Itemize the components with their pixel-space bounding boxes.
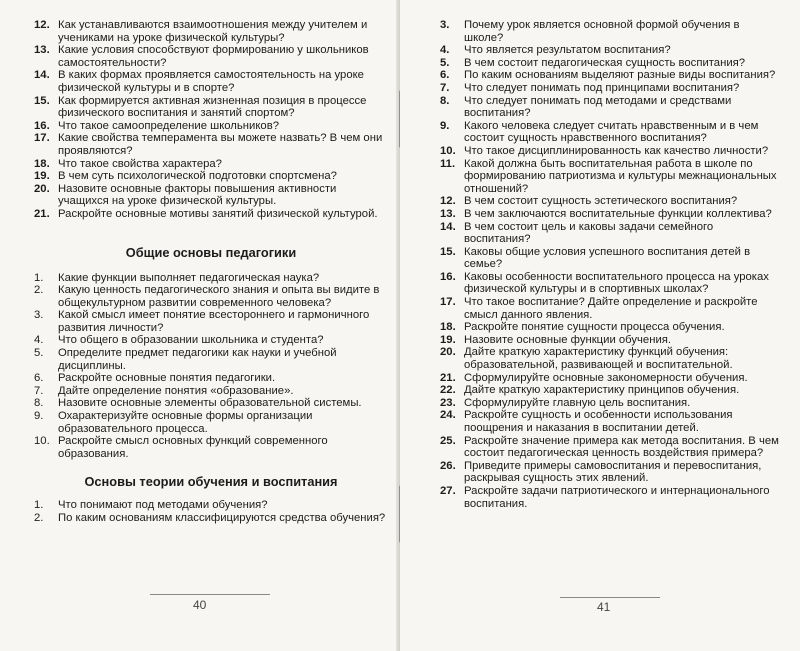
general-pedagogy-question-list xyxy=(34,272,388,461)
question-text: Приведите примеры самовоспитания и перевоспитания, раскрывая сущность этих явлений. xyxy=(464,459,762,485)
question-text: Почему урок является основной формой обучения в школе? xyxy=(464,19,740,44)
question-number: 17. xyxy=(440,296,456,309)
question-item xyxy=(440,120,780,145)
question-item xyxy=(34,170,388,183)
question-text: Что общего в образовании школьника и студента? xyxy=(58,334,324,347)
question-text: Дайте краткую характеристику функций обучения: образовательной, развивающей и воспитательной. xyxy=(464,346,733,372)
question-text: По каким основаниям выделяют разные виды воспитания? xyxy=(464,69,776,82)
question-item xyxy=(440,321,780,334)
question-number: 23. xyxy=(440,396,456,409)
question-item xyxy=(34,69,388,94)
question-text: Раскройте задачи патриотического и интернационального воспитания. xyxy=(464,484,770,510)
question-item xyxy=(440,384,780,397)
question-item xyxy=(440,397,780,410)
question-item xyxy=(440,158,780,196)
question-number: 1. xyxy=(34,271,44,284)
question-number: 20. xyxy=(440,346,456,359)
question-text: Что такое свойства характера? xyxy=(58,157,222,170)
question-number: 21. xyxy=(34,207,50,220)
page-number-rule xyxy=(150,594,270,595)
question-text: Каковы особенности воспитательного процесса на уроках физической культуры и в спортивных школах? xyxy=(464,270,769,296)
question-item xyxy=(34,372,388,385)
question-item xyxy=(34,19,388,44)
question-item xyxy=(34,44,388,69)
right-page xyxy=(400,0,800,651)
question-item xyxy=(34,334,388,347)
question-number: 16. xyxy=(34,119,50,132)
question-item xyxy=(440,145,780,158)
question-text: Что такое дисциплинированность как качество личности? xyxy=(464,144,769,157)
question-item xyxy=(440,221,780,246)
question-text: Раскройте сущность и особенности использования поощрения и наказания в воспитании детей. xyxy=(464,409,733,434)
question-number: 10. xyxy=(440,144,456,157)
question-text: В чем состоит педагогическая сущность воспитания? xyxy=(464,56,746,69)
question-item xyxy=(440,372,780,385)
question-number: 13. xyxy=(440,207,456,220)
question-number: 19. xyxy=(440,333,456,346)
section-heading-theory-of-teaching: Основы теории обучения и воспитания xyxy=(84,474,338,490)
question-text: В чем состоит цель и каковы задачи семейного воспитания? xyxy=(464,220,714,246)
question-number: 5. xyxy=(34,347,44,360)
question-number: 3. xyxy=(34,309,44,322)
question-text: Дайте краткую характеристику принципов обучения. xyxy=(464,384,740,397)
question-text: В чем заключаются воспитательные функции коллектива? xyxy=(464,207,772,220)
question-item xyxy=(34,95,388,120)
question-number: 7. xyxy=(34,384,44,397)
question-text: Определите предмет педагогики как науки и учебной дисциплины. xyxy=(58,347,337,372)
question-number: 4. xyxy=(440,44,450,57)
question-text: Какие функции выполняет педагогическая наука? xyxy=(58,271,320,284)
question-number: 26. xyxy=(440,459,456,472)
question-item xyxy=(440,334,780,347)
question-item xyxy=(34,512,388,525)
question-item xyxy=(34,272,388,285)
question-text: Раскройте понятие сущности процесса обучения. xyxy=(464,321,725,334)
question-text: В чем состоит сущность эстетического воспитания? xyxy=(464,195,738,208)
question-number: 4. xyxy=(34,334,44,347)
question-text: Как устанавливаются взаимоотношения между учителем и учениками на уроке физической культуры? xyxy=(58,19,368,44)
question-item xyxy=(440,409,780,434)
question-item xyxy=(34,499,388,512)
question-number: 17. xyxy=(34,132,50,145)
question-item xyxy=(440,82,780,95)
question-number: 3. xyxy=(440,19,450,31)
question-number: 18. xyxy=(440,321,456,334)
question-text: Что понимают под методами обучения? xyxy=(58,499,268,512)
question-number: 25. xyxy=(440,434,456,447)
question-item xyxy=(440,44,780,57)
right-question-list xyxy=(440,19,780,510)
question-text: Какие свойства темперамента вы можете назвать? В чем они проявляются? xyxy=(58,132,383,157)
question-number: 2. xyxy=(34,284,44,297)
question-number: 8. xyxy=(34,397,44,410)
question-number: 12. xyxy=(34,19,50,31)
question-text: Какой смысл имеет понятие всестороннего и гармоничного развития личности? xyxy=(58,309,370,334)
question-item xyxy=(34,120,388,133)
question-number: 14. xyxy=(34,69,50,82)
theory-of-teaching-question-list xyxy=(34,499,388,524)
question-text: В каких формах проявляется самостоятельность на уроке физической культуры и в спорте? xyxy=(58,69,364,94)
question-item xyxy=(440,208,780,221)
question-number: 12. xyxy=(440,195,456,208)
question-item xyxy=(34,397,388,410)
question-text: Что такое самоопределение школьников? xyxy=(58,119,279,132)
question-text: Раскройте основные мотивы занятий физической культурой. xyxy=(58,207,378,220)
question-number: 6. xyxy=(440,69,450,82)
question-item xyxy=(34,309,388,334)
question-text: Какого человека следует считать нравственным и в чем состоит сущность нравственного воспитания? xyxy=(464,119,759,145)
question-number: 6. xyxy=(34,372,44,385)
question-number: 16. xyxy=(440,270,456,283)
question-number: 15. xyxy=(440,245,456,258)
question-text: Сформулируйте главную цель воспитания. xyxy=(464,396,691,409)
question-text: По каким основаниям классифицируются средства обучения? xyxy=(58,512,386,524)
question-text: Раскройте смысл основных функций современного образования. xyxy=(58,435,328,460)
question-number: 1. xyxy=(34,499,44,512)
question-number: 13. xyxy=(34,44,50,57)
question-number: 15. xyxy=(34,94,50,107)
question-item xyxy=(34,132,388,157)
question-number: 10. xyxy=(34,435,50,448)
question-text: Какую ценность педагогического знания и опыта вы видите в общекультурном развитии современного человека? xyxy=(58,284,380,309)
question-number: 5. xyxy=(440,56,450,69)
question-item xyxy=(34,410,388,435)
section-heading-general-pedagogy: Общие основы педагогики xyxy=(125,244,297,260)
question-text: Что следует понимать под методами и средствами воспитания? xyxy=(464,94,732,120)
question-item xyxy=(440,195,780,208)
question-item xyxy=(440,271,780,296)
question-text: Как формируется активная жизненная позиция в процессе физического воспитания и занятий спортом? xyxy=(58,94,367,120)
page-number: 40 xyxy=(193,598,207,612)
question-item xyxy=(440,460,780,485)
question-text: В чем суть психологической подготовки спортсмена? xyxy=(58,170,337,183)
question-text: Дайте определение понятия «образование». xyxy=(58,384,294,397)
question-number: 24. xyxy=(440,409,456,422)
question-text: Каковы общие условия успешного воспитания детей в семье? xyxy=(464,245,751,271)
question-item xyxy=(34,208,388,221)
question-text: Что следует понимать под принципами воспитания? xyxy=(464,81,740,94)
continued-question-list xyxy=(34,19,388,221)
question-number: 19. xyxy=(34,170,50,183)
question-item xyxy=(34,284,388,309)
question-item xyxy=(440,69,780,82)
question-number: 22. xyxy=(440,384,456,397)
question-number: 11. xyxy=(440,157,456,170)
question-text: Раскройте значение примера как метода воспитания. В чем состоит педагогическая ценность воздействия примера? xyxy=(464,434,779,460)
question-number: 8. xyxy=(440,94,450,107)
question-number: 18. xyxy=(34,157,50,170)
page-number-rule xyxy=(560,597,660,598)
question-number: 14. xyxy=(440,220,456,233)
question-text: Охарактеризуйте основные формы организации образовательного процесса. xyxy=(58,410,313,435)
question-item xyxy=(440,346,780,371)
question-item xyxy=(440,485,780,510)
question-text: Что является результатом воспитания? xyxy=(464,44,671,57)
question-item xyxy=(440,19,780,44)
question-item xyxy=(34,158,388,171)
question-number: 2. xyxy=(34,512,44,524)
question-item xyxy=(440,246,780,271)
question-text: Что такое воспитание? Дайте определение и раскройте смысл данного явления. xyxy=(464,296,758,321)
question-item xyxy=(34,435,388,460)
question-text: Сформулируйте основные закономерности обучения. xyxy=(464,371,748,384)
question-item xyxy=(34,183,388,208)
question-item xyxy=(440,435,780,460)
question-number: 20. xyxy=(34,182,50,195)
question-text: Раскройте основные понятия педагогики. xyxy=(58,372,276,385)
question-text: Назовите основные элементы образовательной системы. xyxy=(58,397,362,410)
question-number: 9. xyxy=(440,119,450,132)
question-item xyxy=(34,385,388,398)
question-item xyxy=(440,57,780,70)
question-text: Назовите основные функции обучения. xyxy=(464,333,672,346)
question-number: 9. xyxy=(34,410,44,423)
question-text: Какой должна быть воспитательная работа в школе по формированию патриотизма и культуры межнациональных отношений? xyxy=(464,157,777,195)
question-text: Какие условия способствуют формированию у школьников самостоятельности? xyxy=(58,44,369,69)
question-text: Назовите основные факторы повышения активности учащихся на уроке физической культуры. xyxy=(58,182,337,208)
question-item xyxy=(34,347,388,372)
question-number: 21. xyxy=(440,371,456,384)
question-item xyxy=(440,95,780,120)
question-number: 27. xyxy=(440,484,456,497)
question-number: 7. xyxy=(440,81,450,94)
page-number: 41 xyxy=(597,600,611,614)
question-item xyxy=(440,296,780,321)
